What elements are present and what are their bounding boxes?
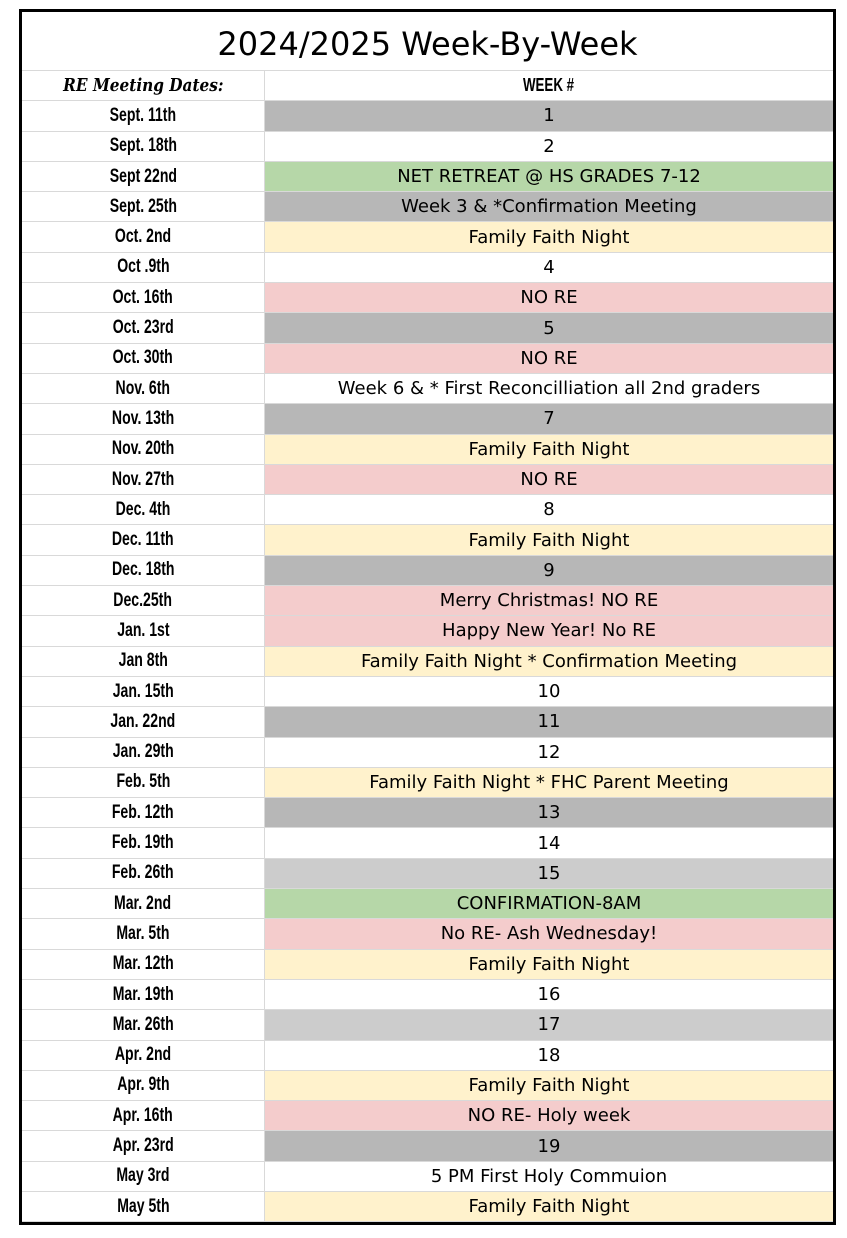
table-row (22, 283, 833, 313)
week-cell: 15 (265, 859, 833, 888)
meeting-date-cell (22, 738, 265, 767)
meeting-date-cell (22, 435, 265, 464)
meeting-date: Apr. 9th (116, 1074, 170, 1096)
meeting-date-cell (22, 253, 265, 282)
week-cell: 5 (265, 313, 833, 342)
table-row (22, 738, 833, 768)
meeting-date-cell (22, 313, 265, 342)
meeting-date-cell (22, 586, 265, 615)
meeting-date-cell (22, 828, 265, 857)
meeting-date: Apr. 16th (112, 1104, 174, 1126)
week-cell: NET RETREAT @ HS GRADES 7-12 (265, 162, 833, 191)
meeting-date-cell (22, 162, 265, 191)
week-cell: No RE- Ash Wednesday! (265, 919, 833, 948)
table-row (22, 253, 833, 283)
meeting-date: Oct. 16th (112, 286, 174, 308)
meeting-date: Oct. 23rd (112, 317, 174, 339)
meeting-date: Feb. 26th (112, 862, 174, 884)
meeting-date-cell (22, 465, 265, 494)
meeting-date: Mar. 5th (116, 922, 170, 944)
week-cell: 18 (265, 1041, 833, 1070)
week-cell: Family Faith Night (265, 222, 833, 251)
week-column-header (265, 71, 833, 100)
table-row (22, 313, 833, 343)
table-row (22, 344, 833, 374)
table-row (22, 525, 833, 555)
meeting-date-cell (22, 132, 265, 161)
week-cell: Happy New Year! No RE (265, 616, 833, 645)
table-row (22, 859, 833, 889)
table-row (22, 707, 833, 737)
table-row (22, 677, 833, 707)
table-row (22, 222, 833, 252)
table-row (22, 798, 833, 828)
meeting-date: Feb. 19th (112, 832, 174, 854)
meeting-date: Mar. 2nd (114, 892, 172, 914)
meeting-date: Feb. 12th (112, 801, 174, 823)
table-row (22, 162, 833, 192)
week-cell: NO RE (265, 344, 833, 373)
week-cell: Week 3 & *Confirmation Meeting (265, 192, 833, 221)
meeting-date: Mar. 19th (112, 983, 174, 1005)
week-cell: NO RE (265, 283, 833, 312)
meeting-date: Nov. 20th (111, 438, 175, 460)
table-row (22, 465, 833, 495)
meeting-date-cell (22, 798, 265, 827)
table-row (22, 586, 833, 616)
schedule-rows (22, 101, 833, 1222)
schedule-sheet (19, 9, 836, 1225)
meeting-date-cell (22, 1192, 265, 1221)
meeting-date: Nov. 27th (111, 468, 175, 490)
table-row (22, 647, 833, 677)
meeting-date-cell (22, 222, 265, 251)
meeting-date-cell (22, 283, 265, 312)
meeting-date: Oct .9th (116, 256, 170, 278)
dates-header-label: RE Meeting Dates: (62, 75, 224, 97)
week-cell: Family Faith Night * FHC Parent Meeting (265, 768, 833, 797)
week-header-label: WEEK # (523, 75, 575, 96)
meeting-date-cell (22, 101, 265, 130)
week-cell: 9 (265, 556, 833, 585)
page-title: 2024/2025 Week-By-Week (22, 12, 833, 71)
table-row (22, 1041, 833, 1071)
week-cell: 13 (265, 798, 833, 827)
meeting-date-cell (22, 1010, 265, 1039)
meeting-date-cell (22, 677, 265, 706)
meeting-date: May 3rd (116, 1165, 170, 1187)
table-row (22, 980, 833, 1010)
meeting-date: Dec. 18th (111, 559, 175, 581)
week-cell: 5 PM First Holy Commuion (265, 1162, 833, 1191)
table-row (22, 919, 833, 949)
meeting-date: Jan. 22nd (110, 710, 176, 732)
meeting-date-cell (22, 1071, 265, 1100)
header-row (22, 71, 833, 101)
week-cell: NO RE (265, 465, 833, 494)
dates-column-header (22, 71, 265, 100)
meeting-date-cell (22, 647, 265, 676)
week-cell: 19 (265, 1131, 833, 1160)
table-row (22, 1131, 833, 1161)
meeting-date: Dec. 4th (115, 498, 171, 520)
meeting-date: May 5th (116, 1195, 170, 1217)
table-row (22, 1071, 833, 1101)
meeting-date-cell (22, 616, 265, 645)
week-cell: Family Faith Night (265, 435, 833, 464)
week-cell: 1 (265, 101, 833, 130)
meeting-date-cell (22, 344, 265, 373)
meeting-date: Dec. 11th (112, 529, 174, 551)
meeting-date-cell (22, 525, 265, 554)
meeting-date: Mar. 12th (112, 953, 174, 975)
meeting-date: Apr. 2nd (114, 1044, 172, 1066)
meeting-date-cell (22, 768, 265, 797)
table-row (22, 192, 833, 222)
table-row (22, 1101, 833, 1131)
table-row (22, 616, 833, 646)
table-row (22, 889, 833, 919)
table-row (22, 101, 833, 131)
week-cell: Family Faith Night (265, 1071, 833, 1100)
table-row (22, 828, 833, 858)
week-cell: 4 (265, 253, 833, 282)
meeting-date-cell (22, 192, 265, 221)
week-cell: NO RE- Holy week (265, 1101, 833, 1130)
meeting-date: Jan. 1st (116, 619, 170, 641)
week-cell: 7 (265, 404, 833, 433)
week-cell: 16 (265, 980, 833, 1009)
meeting-date: Oct. 2nd (114, 226, 172, 248)
week-cell: Family Faith Night (265, 1192, 833, 1221)
week-cell: 10 (265, 677, 833, 706)
week-cell: CONFIRMATION-8AM (265, 889, 833, 918)
meeting-date: Apr. 23rd (112, 1135, 174, 1157)
meeting-date-cell (22, 889, 265, 918)
table-row (22, 1162, 833, 1192)
week-cell: Merry Christmas! NO RE (265, 586, 833, 615)
week-cell: 11 (265, 707, 833, 736)
table-row (22, 1010, 833, 1040)
meeting-date: Mar. 26th (112, 1013, 174, 1035)
meeting-date: Jan. 29th (112, 741, 174, 763)
table-row (22, 768, 833, 798)
meeting-date: Feb. 5th (116, 771, 170, 793)
meeting-date: Jan. 15th (112, 680, 174, 702)
table-row (22, 132, 833, 162)
week-cell: Week 6 & * First Reconcilliation all 2nd graders (265, 374, 833, 403)
meeting-date: Nov. 6th (115, 377, 171, 399)
week-cell: 14 (265, 828, 833, 857)
table-row (22, 374, 833, 404)
meeting-date: Oct. 30th (112, 347, 174, 369)
week-cell: Family Faith Night * Confirmation Meeting (265, 647, 833, 676)
table-row (22, 404, 833, 434)
week-cell: 2 (265, 132, 833, 161)
meeting-date-cell (22, 707, 265, 736)
meeting-date-cell (22, 980, 265, 1009)
meeting-date-cell (22, 1101, 265, 1130)
meeting-date-cell (22, 859, 265, 888)
table-row (22, 435, 833, 465)
meeting-date: Sept. 25th (109, 195, 177, 217)
week-cell: 12 (265, 738, 833, 767)
meeting-date: Dec.25th (113, 589, 173, 611)
meeting-date-cell (22, 919, 265, 948)
meeting-date: Jan 8th (118, 650, 168, 672)
meeting-date-cell (22, 1162, 265, 1191)
meeting-date-cell (22, 556, 265, 585)
meeting-date-cell (22, 1041, 265, 1070)
meeting-date: Nov. 13th (111, 407, 175, 429)
meeting-date-cell (22, 404, 265, 433)
table-row (22, 495, 833, 525)
meeting-date-cell (22, 1131, 265, 1160)
meeting-date-cell (22, 374, 265, 403)
meeting-date-cell (22, 950, 265, 979)
table-row (22, 950, 833, 980)
week-cell: Family Faith Night (265, 525, 833, 554)
meeting-date: Sept. 11th (109, 104, 177, 126)
meeting-date: Sept. 18th (109, 135, 177, 157)
week-cell: 17 (265, 1010, 833, 1039)
week-cell: 8 (265, 495, 833, 524)
meeting-date: Sept 22nd (109, 165, 177, 187)
week-cell: Family Faith Night (265, 950, 833, 979)
meeting-date-cell (22, 495, 265, 524)
table-row (22, 1192, 833, 1222)
table-row (22, 556, 833, 586)
